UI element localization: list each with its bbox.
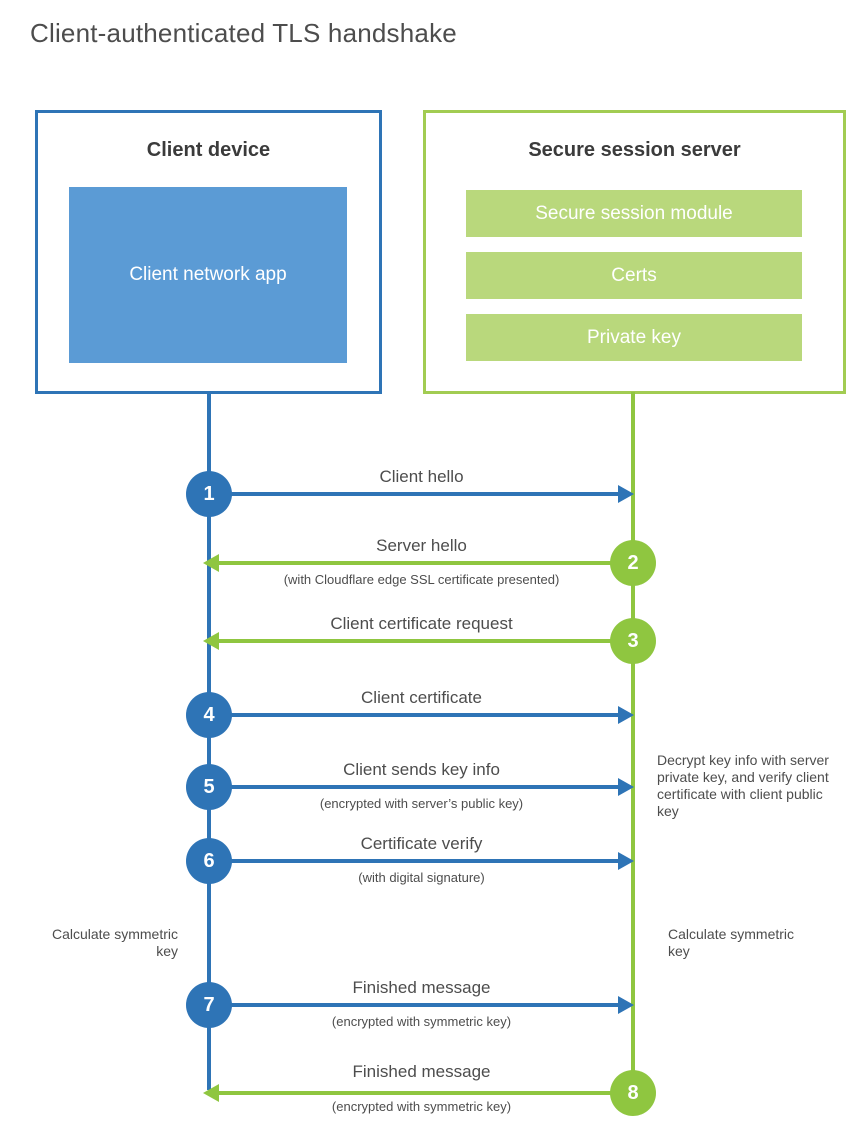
arrowhead-right-icon xyxy=(618,852,634,870)
step-circle-7: 7 xyxy=(186,982,232,1028)
client-device-title: Client device xyxy=(146,139,271,161)
page-title: Client-authenticated TLS handshake xyxy=(30,18,457,48)
client-calculate-note: Calculate symmetric key xyxy=(51,926,178,959)
step-circle-8: 8 xyxy=(610,1070,656,1116)
arrowhead-left-icon xyxy=(203,554,219,572)
arrowhead-right-icon xyxy=(618,996,634,1014)
step-label: Client certificate xyxy=(361,688,482,707)
step-circle-6: 6 xyxy=(186,838,232,884)
arrow-server-to-client xyxy=(219,561,633,565)
arrowhead-right-icon xyxy=(618,778,634,796)
step-label: Finished message xyxy=(352,1062,491,1081)
arrow-client-to-server xyxy=(209,492,620,496)
step-note: (encrypted with server’s public key) xyxy=(319,796,524,811)
server-module-label: Certs xyxy=(611,264,657,286)
step-circle-3: 3 xyxy=(610,618,656,664)
arrowhead-right-icon xyxy=(618,485,634,503)
secure-session-server-title: Secure session server xyxy=(528,139,741,161)
step-note: (encrypted with symmetric key) xyxy=(331,1014,512,1029)
step-label: Client hello xyxy=(379,467,464,486)
server-module-label: Private key xyxy=(587,326,681,348)
server-calculate-note: Calculate symmetric key xyxy=(668,926,795,959)
server-module-bar-private-key xyxy=(466,314,802,361)
step-circle-2: 2 xyxy=(610,540,656,586)
step-circle-1: 1 xyxy=(186,471,232,517)
step-label: Certificate verify xyxy=(360,834,483,853)
step-note: (encrypted with symmetric key) xyxy=(331,1099,512,1114)
step-label: Finished message xyxy=(352,978,491,997)
server-module-bar-secure-session-module xyxy=(466,190,802,237)
arrowhead-right-icon xyxy=(618,706,634,724)
arrow-client-to-server xyxy=(209,785,620,789)
arrow-client-to-server xyxy=(209,859,620,863)
arrow-server-to-client xyxy=(219,639,633,643)
server-decrypt-note: Decrypt key info with server private key, and verify client certificate with client public key xyxy=(657,752,829,819)
server-module-label: Secure session module xyxy=(535,202,733,224)
server-module-bar-certs xyxy=(466,252,802,299)
step-circle-4: 4 xyxy=(186,692,232,738)
client-network-app-label: Client network app xyxy=(129,264,287,286)
step-note: (with Cloudflare edge SSL certificate presented) xyxy=(283,572,560,587)
step-label: Client sends key info xyxy=(343,760,500,779)
step-label: Client certificate request xyxy=(330,614,513,633)
step-note: (with digital signature) xyxy=(358,870,485,885)
arrow-server-to-client xyxy=(219,1091,633,1095)
step-label: Server hello xyxy=(376,536,467,555)
arrow-client-to-server xyxy=(209,1003,620,1007)
arrowhead-left-icon xyxy=(203,632,219,650)
client-network-app-box xyxy=(69,187,347,363)
step-circle-5: 5 xyxy=(186,764,232,810)
arrow-client-to-server xyxy=(209,713,620,717)
arrowhead-left-icon xyxy=(203,1084,219,1102)
